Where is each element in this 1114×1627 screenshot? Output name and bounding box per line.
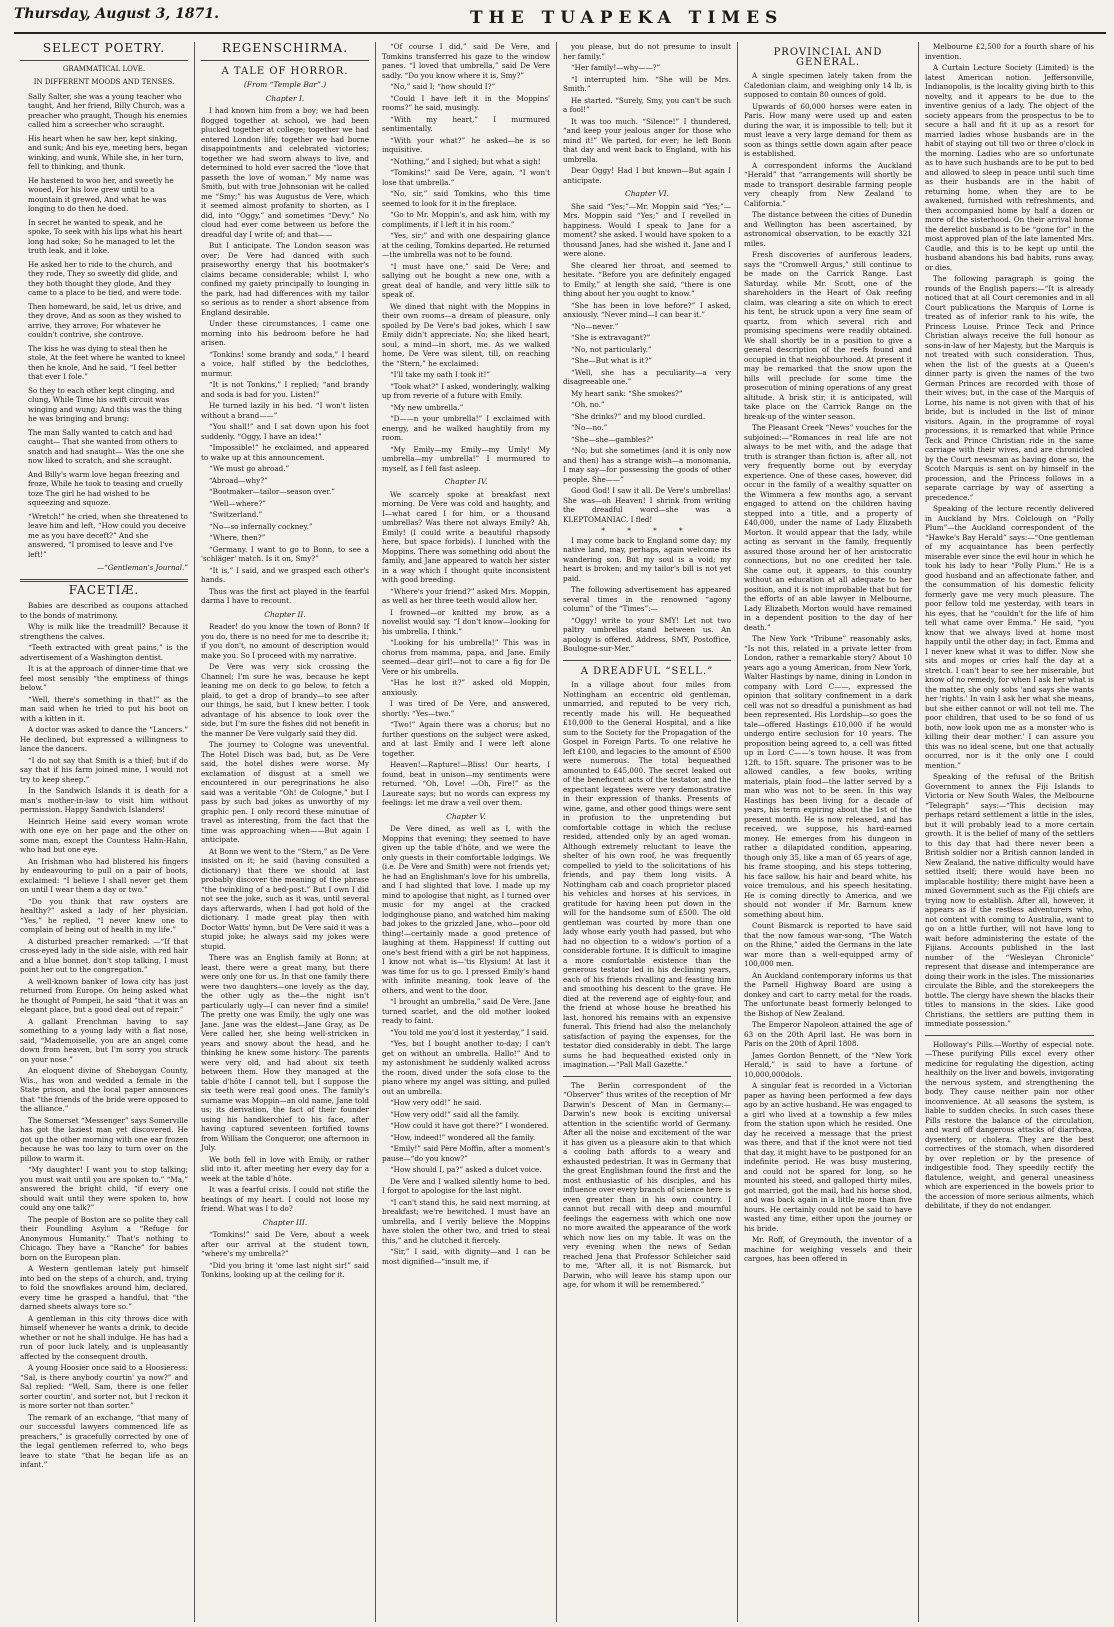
paragraph: A Curtain Lecture Society (Limited) is the latest American notion. Jeffersonville, Indianopolis, is the locality giving birth to this novelty, and it appears to be due to the inventive genius of a lady. The object of the society appears from the prospectus to be to secure a hall and fit it up as a resort for married ladies whose husbands are in the habit of staying out till two or three o'clock in the morning. Ladies who are so unfortunate as to have such husbands are to be put to bed and allowed to sleep in peace until such time as their husbands are in the habit of returning home, when they are to be awakened, furnished with refreshments, and then accompanied home by half a dozen or more of the sisterhood. On their arrival home the derelict husband is to be “gone for” in the most approved plan of the late lamented Mrs. Caudle, and this is to be kept up until the husband abandons his bad habits, runs away, or dies. bbox=[925, 63, 1094, 272]
paragraph: An Irishman who had blistered his fingers by endeavouring to pull on a pair of boots, exclaimed: “I believe I shall never get them on until I wear them a day or two.” bbox=[20, 856, 188, 894]
paragraph: “It is not Tonkins,” I replied; “and brandy and soda is bad for you. Listen!” bbox=[201, 380, 369, 399]
paragraph: “Has he lost it?” asked old Moppin, anxiously. bbox=[382, 678, 550, 697]
paragraph: Reader! do you know the town of Bonn? If you do, there is no need for me to describe it; if you don't, no amount of description would make you. So I proceed with my narrative. bbox=[201, 622, 369, 660]
paragraph: “How could it have got there?” I wondered. bbox=[390, 1121, 549, 1130]
paragraph: “My daughter! I want you to stop talking; you must wait until you are spoken to.” “Ma,” answered the bright child, “if every one should wait until they were spoken to, how could any one talk?” bbox=[20, 1165, 188, 1212]
column-5 bbox=[738, 42, 919, 1622]
paragraph: “I must have one,” said De Vere; and sallying out he bought a new one, with a great deal of handle, and very little silk to speak of. bbox=[382, 261, 550, 299]
divider bbox=[563, 660, 731, 661]
paragraph: “Oh, no.” bbox=[571, 400, 605, 409]
paragraph: “Well, she has a peculiarity—a very disagreeable one.” bbox=[563, 367, 731, 386]
paragraph: “Tonkins! some brandy and soda,” I heard a voice, half stifled by the bedclothes, murmur. bbox=[201, 349, 369, 378]
paragraph: Babies are described as coupons attached to the bonds of matrimony. bbox=[20, 601, 188, 620]
divider bbox=[20, 579, 188, 582]
paragraph: Speaking of the refusal of the British Government to annex the Fiji Islands to Victoria or New South Wales, the Melbourne “Telegraph” says:—“This decision may perhaps retard settlement a little in the isles, but it will probably lead to a more certain growth. It is the belief of many of the settlers to this day that had there never been a British soldier nor a British cannon landed in New Zealand, the native difficulty would have settled itself; there would have been no implacable hostility; there might have been a mixed Government such as the Fiji chiefs are trying now to establish. After all, however, it appears as if the restless adventurers who, not content with coming to Australia, want to go on a little further, will not have long to wait before administering the estate of the Fijians. Accounts published in the last number of the “Wesleyan Chronicle” represent that disease and intemperance are doing their work in the isles. The missionaries circulate the Bible, and the storekeepers the bottle. The clergy have shewn the blacks their titles to mansions in the skies. Like good Christians, the settlers are putting them in immediate possession.” bbox=[925, 772, 1094, 1028]
paragraph: “Tomkins!” said De Vere, again, “I won't lose that umbrella.” bbox=[382, 168, 550, 187]
stanza: So they to each other kept clinging, and clung, While Time his swift circuit was winging and wung; And this was the thing he was bringing and brung: bbox=[28, 385, 183, 423]
paragraph: “How very odd!” he said. bbox=[390, 1098, 482, 1107]
column-2 bbox=[195, 42, 376, 1622]
paragraph: “Took what?” I asked, wonderingly, walking up from reverie of a future with Emily. bbox=[382, 381, 550, 400]
paragraph: Count Bismarck is reported to have said that the now famous war-song, “The Watch on the Rhine,” aided the Germans in the late war more than a well-equipped army of 100,000 men. bbox=[744, 921, 912, 968]
paragraph: De Vere was very sick crossing the Channel; I'm sure he was, because he kept leaning me on deck to go below, to fetch a plaid, to get a drop of brandy—to see after our things, he said, but I knew better. I took advantage of his absence to look over the side, but I'm sure the fishes did not benefit in the manner De Vere vulgarly said they did. bbox=[201, 662, 369, 738]
divider bbox=[925, 1035, 1094, 1036]
paragraph: I had known him from a boy; we had been flogged together at school, we had been plucked together at college; together we had entered London life; together we had borne disappointments and celebrated victories; together we had sworn always to live, and determined to hold ever sacred the “love that passeth the love of woman.” My name was Smith, but with true Johnsonian wit he called me “Smy;” his was Augustus de Vere, which it seemed almost profanity to shorten, as I did, into “Oggy,” and sometimes “Devy.” No cloud had ever come between us before the dreadful day I write of; and that—— bbox=[201, 106, 369, 239]
paragraph: It is at the approach of dinner-time that we feel most sensibly “the emptiness of things below.” bbox=[20, 664, 188, 692]
section-title-poetry: SELECT POETRY. bbox=[42, 42, 166, 55]
poem-subtitle: IN DIFFERENT MOODS AND TENSES. bbox=[33, 78, 175, 86]
paragraph: “Do you think that raw oysters are healthy?” asked a lady of her physician. “Yes,” he replied, “I never knew one to complain of being out of health in my life.” bbox=[20, 896, 188, 934]
paragraph: Fresh discoveries of auriferous leaders, says the “Cromwell Argus,” still continue to be made on the Carrick Range. Last Saturday, while Mr. Scott, one of the shareholders in the Heart of Oak reefing claim, was clearing a site on which to erect his tent, he struck upon a very fine seam of quartz, from which several rich and promising specimens were readily obtained. We shall shortly be in a position to give a general description of the reefs found and occupied in that neighbourhood. At present it may be remarked that the snow upon the hills will preclude for some time the prosecution of mining operations of any great altitude. A brisk stir, it is anticipated, will take place on the Carrick Range on the break-up of the winter season. bbox=[744, 250, 912, 421]
paragraph: “She has been in love before?” I asked, anxiously. “Never mind—I can bear it.” bbox=[563, 300, 731, 319]
paragraph: “Could I have left it in the Moppins' rooms?” he said, musingly. bbox=[382, 93, 550, 112]
paragraph: A correspondent informs the Auckland “Herald” that “arrangements will shortly be made to transport desirable farming people very cheaply from New Zealand to California.” bbox=[744, 160, 912, 208]
paragraph: An Auckland contemporary informs us that the Parnell Highway Board are using a donkey and cart to carry metal for the roads. The unfortunate beast formerly belonged to the Bishop of New Zealand. bbox=[744, 970, 912, 1018]
paragraph: The Pleasant Creek “News” vouches for the subjoined:—“Romances in real life are not always to be met with, and the adage that truth is stranger than fiction is, after all, not very frequently borne out by everyday experience. One of these cases, however, did occur in the family of a wealthy squatter on the Wimmera a few months ago, a servant engaged to attend on the children having stepped into a title, and a property of £40,000, under the name of Lady Elizabeth Morton. It would appear that the lady, while acting as servant in the family, frequently assured those around her of her aristocratic connections, but no one credited her tale. She came out, it appears, to this country without an education at all adequate to her position, and it is not improbable that but for the efforts of an able lawyer in Melbourne, Lady Elizabeth Morton would have remained in a dependent position to the day of her death.” bbox=[744, 423, 912, 632]
paragraph: I may come back to England some day; my native land, may, perhaps, again welcome its wandering son. But my soul is a void; my heart is broken; and my tailor's bill is not yet paid. bbox=[563, 535, 731, 583]
paragraph: “Did you bring it 'ome last night sir!” said Tonkins, looking up at the ceiling for it. bbox=[201, 1260, 369, 1279]
section-break: * * * * bbox=[601, 526, 693, 535]
paragraph: you please, but do not presume to insult her family.” bbox=[563, 42, 731, 61]
column-1 bbox=[14, 42, 195, 1622]
paragraph: At Bonn we went to the “Stern,” as De Vere insisted on it; he said (having consulted a dictionary) that there we should at last probably discover the meaning of the phrase “the twinkling of a bed-post.” But I own I did not see the joke, such as it was, until several days afterwards, when I had got hold of the dictionary. I made great play then with Doctor Watts' hymn, but De Vere said it was a stupid joke; he always said my jokes were stupid. bbox=[201, 846, 369, 951]
column-3 bbox=[376, 42, 557, 1622]
paragraph: “We must go abroad.” bbox=[209, 464, 290, 473]
paragraph: “No—so infernally cockney.” bbox=[209, 521, 313, 531]
stanza: In secret he wanted to speak, and he spoke, To seek with his lips what his heart long had soke; So he managed to let the truth leak, and it loke. bbox=[28, 217, 183, 255]
paragraph: The Somerset “Messenger” says Somerville has got the laziest man yet discovered. He got up the other morning with one ear frozen because he was too lazy to turn over on the pillow to warm it. bbox=[20, 1115, 188, 1163]
paragraph: Mr. Roff, of Greymouth, the inventor of a machine for weighing vessels and their cargoes, has been offered in bbox=[744, 1235, 912, 1263]
poem-body bbox=[20, 92, 188, 560]
chapter-heading: Chapter VI. bbox=[624, 189, 670, 198]
paragraph: James Gordon Bennett, of the “New York Herald,” is said to have a fortune of 10,000,000dols. bbox=[744, 1050, 912, 1079]
paragraph: Under these circumstances, I came one morning into his bedroom before he had arisen. bbox=[201, 319, 369, 347]
divider bbox=[563, 1076, 731, 1077]
poem-title: GRAMMATICAL LOVE. bbox=[62, 64, 146, 73]
paragraph: A gentleman in this city throws dice with himself whenever he wants a drink, to decide whether or not he shall indulge. He has had a run of poor luck lately, and is unpleasantly affected by the consequent drouth. bbox=[20, 1313, 188, 1361]
newspaper-title: THE TUAPEKA TIMES bbox=[470, 8, 784, 28]
story-source: (From “Temple Bar”.) bbox=[243, 80, 327, 89]
issue-date: Thursday, August 3, 1871. bbox=[14, 6, 219, 22]
paragraph: “Sir,” I said, with dignity—and I can be most dignified—“insult me, if bbox=[382, 1247, 550, 1266]
story-subtitle: A TALE OF HORROR. bbox=[221, 65, 349, 77]
paragraph: “Where's your friend?” asked Mrs. Moppin, as well as her three teeth would allow her. bbox=[382, 586, 550, 605]
paragraph: A young Hoosier once said to a Hoosieress: “Sal, is there anybody courtin' ya now?” and Sal replied: “Well, Sam, there is one feller sorter courtin', and sorter not, but I reckon it is more sorter not than sorter.” bbox=[20, 1363, 188, 1410]
paragraph: “No,” said I; “how should I?” bbox=[390, 82, 496, 91]
paragraph: The distance between the cities of Dunedin and Wellington has been ascertained, by astronomical observation, to be exactly 321 miles. bbox=[744, 210, 912, 248]
paragraph: “She is extravagant?” bbox=[571, 333, 651, 342]
paragraph: “No—never.” bbox=[571, 321, 619, 331]
paragraph: “Emily!” said Père Moffin, after a moment's pause—“do you know?” bbox=[382, 1144, 550, 1163]
paragraph: I frowned—or knitted my brow, as a novelist would say. “I don't know—looking for his umbrella, I think.” bbox=[382, 607, 550, 636]
paragraph: “She—But what is it?” bbox=[571, 356, 652, 365]
paragraph: “No, not particularly.” bbox=[571, 344, 652, 354]
column-6 bbox=[919, 42, 1100, 1622]
paragraph: The remark of an exchange, “that many of our successful lawyers commenced life as preachers,” is gracefully corrected by one of the legal gentlemen referred to, who begs leave to state “that he began life as an infant.” bbox=[20, 1412, 188, 1469]
chapter-heading: Chapter III. bbox=[262, 1217, 308, 1227]
paragraph: It was too much. “Silence!” I thundered, “and keep your jealous anger for those who mind it!” We parted, for ever; he left Bonn that day and went back to England, with his umbrella. bbox=[563, 116, 731, 164]
paragraph: The journey to Cologne was uneventful. The Hotel Disch was bad, but, as De Vere said, the hotel dishes were worse. My exclamation of disgust at a smell we encountered in our peregrinations he also said was a veritable “Oh! de Cologne,” but I pass by such bad jokes as unworthy of my graphic pen. I only record these minutiae of travel as interesting, from the fact that the time was approaching when——But again I anticipate. bbox=[201, 740, 369, 844]
paragraph: She cleared her throat, and seemed to hesitate. “Before you are definitely engaged to Emily,” at length she said, “there is one thing about her you ought to know.” bbox=[563, 260, 731, 298]
paragraph: “Of course I did,” said De Vere, and Tomkins transferred his gaze to the window panes. “I loved that umbrella,” said De Vere sadly. “Do you know where it is, Smy?” bbox=[382, 42, 550, 80]
paragraph: De Vere dined, as well as I, with the Moppins that evening; they seemed to have given up the table d'hôte, and we were the only guests in their comfortable lodgings. We (i.e. De Vere and Smith) were not friends yet; he had an Englishman's love for his umbrella, and I had slighted that love. I made up my mind to apologise that night, as I turned over music for my angel at the cracked lodginghouse piano, and watched him making bad jokes to the grizzled Jane, who—poor old thing!—certainly made a good pretence of laughing at them. Happiness! If cutting out one's best friend with a girl be not happiness, I know not what is—'tis Elysium! At last it was time for us to go. I pressed Emily's hand with infinite meaning, took leave of the others, and went to the door. bbox=[382, 824, 550, 995]
paragraph: “I'll take my oath I took it!” bbox=[390, 370, 491, 379]
paragraph: “Switzerland.” bbox=[209, 510, 263, 519]
column-4 bbox=[557, 42, 738, 1622]
paragraph: Why is milk like the treadmill? Because it strengthens the calves. bbox=[20, 622, 188, 641]
paragraph: “My Emily—my Emily—my Umly! My umbrella—my umbrella!” I murmured to myself, as I fell fast asleep. bbox=[382, 444, 550, 473]
chapter-heading: Chapter V. bbox=[446, 811, 486, 821]
paragraph: Heaven!—Rapture!—Bliss! Our hearts, I found, beat in unison—my sentiments were returned. “Oh, Love! —Oh, Fire!” as the Laureate says; but no words can express my feelings: let me draw a veil over them. bbox=[382, 760, 550, 807]
paragraph: The people of Boston are so polite they call their Foundling Asylum a “Refuge for Anonymous Humanity.” That's nothing to Chicago. They have a “Ranche” for babies born on the European plan. bbox=[20, 1214, 188, 1262]
paragraph: “With your what?” he asked—he is so inquisitive. bbox=[382, 135, 550, 154]
stanza: He hastened to woo her, and sweetly he wooed, For his love grew until to a mountain it grewed, And what he was longing to do then he doed. bbox=[28, 175, 174, 213]
paragraph: In the Sandwich Islands it is death for a man's mother-in-law to visit him without permission. Happy Sandwich Islanders! bbox=[20, 786, 188, 814]
paragraph: “You told me you'd lost it yesterday,” I said. bbox=[390, 1027, 549, 1037]
paragraph: “Well, there's something in that!” as the man said when he tried to put his boot on with a kitten in it. bbox=[20, 694, 188, 723]
stanza: He asked her to ride to the church, and they rode, They so sweetly did glide, and they both thought they glode, And they came to a place to be tied, and were tode. bbox=[28, 259, 182, 297]
columns bbox=[14, 42, 1106, 1622]
paragraph: Upwards of 60,000 horses were eaten in Paris. How many were used up and eaten during the war, it is impossible to tell; but it must leave a very large demand for them as soon as things settle down again after peace is established. bbox=[744, 101, 912, 158]
paragraph: “How, indeed!” wondered all the family. bbox=[390, 1132, 536, 1142]
stanza: Sally Salter, she was a young teacher who taught, And her friend, Billy Church, was a preacher who praught, Though his enemies called him a screecher who scraught. bbox=[28, 91, 188, 129]
chapter-heading: Chapter IV. bbox=[444, 477, 488, 486]
divider bbox=[201, 60, 369, 61]
paragraph: She said “Yes;”—Mr. Moppin said “Yes;”—Mrs. Moppin said “Yes;” and I revelled in happiness. Would I speak to Jane for a moment? she asked. I would have spoken to a thousand Janes, had she wished it. Jane and I were alone. bbox=[563, 201, 731, 258]
stanza: The man Sally wanted to catch and had caught— That she wanted from others to snatch and had snaught— Was the one she now liked to scratch, and she scraught. bbox=[28, 427, 184, 465]
paragraph: We both fell in love with Emily, or rather slid into it, after meeting her every day for a week at the table d'hôte. bbox=[201, 1154, 369, 1183]
paragraph: “Bootmaker—tailor—season over.” bbox=[209, 487, 335, 496]
paragraph: The following advertisement has appeared several times in the renowned “agony column” of the “Times”:— bbox=[563, 585, 731, 613]
paragraph: The New York “Tribune” reasonably asks, “Is not this, related in a private letter from London, rather a remarkable story? About 10 years ago a young American, from New York, Walter Hastings by name, dining in London in company with Lord C——, expressed the opinion that solitary confinement in a dark cell was not so dreadful a punishment as had been represented. His Lordship—so goes the tale—offered Hastings £10,000 if he would undergo entire seclusion for 10 years. The proposition being agreed to, a cell was fitted up in Lord C——'s town house. It was from 12ft. to 15ft. square. The prisoner was to be allowed candles, a few books, writing materials, plain food—the latter served by a man who was not to be seen. In this way Hastings has been living for a decade of years, his term expiring about the 1st of the present month. He is now released, and has received, we suppose, his hard-earned money. He emerges from his dungeon in rather a dilapidated condition, appearing, though only 35, like a man of 65 years of age, his frame stooping, and his steps tottering, his face sallow, his hair and beard white, his voice tremulous, and his speech hesitating. He is coming directly to America, and we should not wonder if Mr. Barnum knew something about him. bbox=[744, 634, 912, 919]
paragraph: “It is,” I said, and we grasped each other's hands. bbox=[201, 565, 369, 584]
paragraph: Dear Oggy! Had I but known—But again I anticipate. bbox=[563, 166, 731, 185]
chapter-heading: Chapter II. bbox=[264, 609, 306, 619]
paragraph: “Well—where?” bbox=[209, 498, 266, 508]
paragraph: A single specimen lately taken from the Caledonian claim, and weighing only 14 lb, is supposed to contain 80 ounces of gold. bbox=[744, 71, 912, 99]
paragraph: An eloquent divine of Sheboygan County, Wis., has won and wedded a female in the State prison, and the local paper announces that “the friends of the bride were opposed to the alliance.” bbox=[20, 1066, 188, 1113]
masthead bbox=[14, 6, 1106, 34]
stanza: The kiss he was dying to steal then he stole, At the feet where he wanted to kneel then he knole, And he said, “I feel better that ever I fole.” bbox=[28, 343, 186, 381]
paragraph: “Germany. I want to go to Bonn, to see a 'schläger' match. Is it on, Smy?” bbox=[201, 544, 369, 563]
paragraph: “Her family!—why——?” bbox=[571, 63, 661, 72]
paragraph: Thus was the first act played in the fearful darma I have to recount. bbox=[201, 586, 369, 605]
paragraph: “Yes, sir;” and with one despairing glance at the ceiling, Tomkins departed. He returned—the umbrella was not to be found. bbox=[382, 231, 550, 259]
paragraph: “You shall!” and I sat down upon his foot suddenly. “Oggy, I have an idea!” bbox=[201, 422, 369, 441]
paragraph: “She drinks?” and my blood curdled. bbox=[571, 411, 706, 421]
paragraph: “No, sir,” said Tomkins, who this time seemed to look for it in the fireplace. bbox=[382, 189, 550, 208]
paragraph: A disturbed preacher remarked: —“If that cross-eyed lady in the side aisle, with red hair and a blue bonnet, don't stop talking, I must point her out to the congregation.” bbox=[20, 936, 188, 974]
paragraph: The following paragraph is going the rounds of the English papers:—“It is already noticed that at all Court ceremonies and in all Court publications the Marquis of Lorne is treated as of inferior rank to his wife, the Princess Louise. Prince Teck and Prince Christian always receive the full honour as sons-in-law of her Majesty, but the Marquis is not treated with such consideration. Thus, when the list of the guests at a Queen's dinner party is given the names of the two German Princes are recorded with those of their wives; but, in the case of the Marquis of Lorne, his name is not given with that of his bride, but is included in the list of minor visitors. Again, in the programme of royal processions, it is remarked that while Prince Teck and Prince Christian ride in the same carriage with their wives, and are chronicled by the Court newsman as having done so, the Scotch Marquis is sent on by himself in the procession, and the Princess follows in a separate carriage by way of asserting a precedence.” bbox=[925, 274, 1094, 502]
paragraph: De Vere and I walked silently home to bed. I forgot to apologise for the last night. bbox=[382, 1176, 550, 1195]
paragraph: “I can't stand this, he said next morning, at breakfast; we're bewitched. I must have an umbrella, and I verily believe the Moppins have stolen the other two, and tried to steal this,” and he clutched it fiercely. bbox=[382, 1197, 550, 1245]
paragraph: “With my heart,” I murmured sentimentally. bbox=[382, 114, 550, 133]
paragraph: “She—she—gambles?” bbox=[571, 434, 654, 444]
paragraph: “Looking for his umbrella!” This was in chorus from mamma, papa, and Jane. Emily seemed—dear girl!—not to care a fig for De Vere or his umbrella. bbox=[382, 638, 550, 676]
paragraph: “Tomkins!” said De Vere, about a week after our arrival at the student town, “where's my umbrella?” bbox=[201, 1230, 369, 1258]
paragraph: “Go to Mr. Moppin's, and ask him, with my compliments, if I left it in his room.” bbox=[382, 210, 550, 229]
paragraph: But I anticipate. The London season was over; De Vere had danced with such praiseworthy energy that his bootmaker's claims became considerable; whilst I, who confined my gaiety principally to lounging in the park, had had differences with my tailor so serious as to render a short absence from England desirable. bbox=[201, 241, 369, 317]
paragraph: “Impossible!” he exclaimed, and appeared to wake up at this announcement. bbox=[201, 443, 369, 462]
advertisement: Holloway's Pills.—Worthy of especial note.—These purifying Pills excel every other medicine for regulating the digestion, acting healthily on the liver and bowels, invigorating the nervous system, and strengthening the body. They cause neither pain nor other inconvenience. At all seasons the system, is liable to sudden checks. In such cases these Pills restore the balance of the circulation, and ward off dangerous attacks of diarrhœa, dysentery, or cholera. They are the best correctives of the stomach, when disordered by over repletion or by the presence of indigestible food. They speedily rectify the flatulence, weight, and general uneasiness which are experienced in the bowels prior to the accession of more serious ailments, which debilitate, if they do not endanger. bbox=[925, 1039, 1094, 1210]
paragraph: There was an English family at Bonn; at least, there were a great many, but there were only one for us. In that one family there were two daughters—one lovely as the day, the other ugly as the—the night isn't particularly ugly—I can never find a simile! The pretty one was Emily, the ugly one was Jane. Jane was the eldest—Jane Gray, as De Vere called her, she being well-stricken in years and snowy about the head, and he thinking he knew some history. The parents were very old, and had about six teeth between them. How they managed at the table d'hôte I cannot tell, but I suppose the six teeth were real good ones. The family's surname was Moppin—an old name, Jane told us; its derivation, the fact of their founder using his handkerchief to his face, after having captured seventeen fortified towns from William the Conqueror, one afternoon in July. bbox=[201, 953, 369, 1152]
paragraph: Good God! I saw it all. De Vere's umbrellas! She was—oh Heaven! I shrink from writing the dreadful word—she was a KLEPTOMANIAC. I fled! bbox=[563, 486, 731, 524]
paragraph: He turned lazily in his bed. “I won't listen without a brand——” bbox=[201, 401, 369, 420]
stanza: “Wretch!” he cried, when she threatened to leave him and left, “How could you deceive me as you have deceft?” And she answered, “I promised to leave and I've left!” bbox=[28, 511, 188, 559]
section-title-facetiae: FACETIÆ. bbox=[68, 582, 140, 597]
stanza: His heart when he saw her, kept sinking, and sunk; And his eye, meeting hers, began winking, and wunk, While she, in her turn, fell to thinking, and thunk. bbox=[28, 133, 188, 171]
paragraph: We dined that night with the Moppins in their own rooms—a dream of pleasure, only spoiled by De Vere's bad jokes, which I saw Emily didn't appreciate. No; she liked heart, soul, a mind—in short, me. As we walked home, De Vere was silent, till, on reaching the “Stern,” he exclaimed: bbox=[382, 301, 550, 368]
paragraph: “Nothing,” and I sighed; but what a sigh! bbox=[390, 156, 541, 166]
divider bbox=[20, 60, 188, 61]
paragraph: “No—no.” bbox=[571, 423, 608, 432]
paragraph: A gallant Frenchman having to say something to a young lady with a flat nose, said, “Mademoiselle, you are an angel come down from heaven, but I'm sorry you struck on your nose.” bbox=[20, 1016, 188, 1064]
paragraph: “D——n your umbrella!” I exclaimed with energy, and he walked haughtily from my room. bbox=[382, 414, 550, 442]
paragraph: “My new umbrella.” bbox=[390, 402, 464, 412]
paragraph: A doctor was asked to dance the “Lancers.” He declined, but expressed a willingness to lance the dancers. bbox=[20, 725, 188, 753]
story-title: REGENSCHIRMA. bbox=[221, 42, 349, 55]
paragraph: Speaking of the lecture recently delivered in Auckland by Mrs. Colclough on “Polly Plum”—the Auckland correspondent of the “Hawke's Bay Herald” says:—“One gentleman of my acquaintance has been perfectly miserable ever since the evil hour in which he took his lady to hear “Polly Plum.” He is a good husband and an affectionate father, and the consummation of his domestic felicity formerly gave me very much pleasure. The poor fellow told me yesterday, with tears in his eyes, that he “couldn't for the life of him tell what came over Emma.” He said, “you know that we always lived at home most happily until the other day; in fact, Emma and I never knew what it was to differ. Now she sits and mopes or cries half the day at a stretch. I can't bear to see her miserable, but know of no remedy, for when I ask her what is the matter, she only sobs 'and says she wants her 'rights.' In vain I ask her what she means, but she either cannot or will not tell me. The poor children, that used to be so fond of us both, now look upon me as a monster who is killing their dear mother.' I can assure you this was no ideal scene, but one that actually occurred, nor is it the only one I could mention.” bbox=[925, 504, 1094, 770]
paragraph: Melbourne £2,500 for a fourth share of his invention. bbox=[925, 42, 1094, 61]
paragraph: I was tired of De Vere, and answered, shortly: “Yes—two.” bbox=[382, 699, 550, 718]
paragraph: It was a fearful crisis. I could not stifle the beatings of my heart. I could not loose my friend. What was I to do? bbox=[201, 1185, 369, 1213]
paragraph: “How very odd!” said all the family. bbox=[390, 1109, 520, 1119]
paragraph: “How should I, pa?” asked a dulcet voice. bbox=[390, 1165, 542, 1174]
article-title-sell: A DREADFUL “SELL.” bbox=[580, 665, 714, 677]
paragraph: “Two!” Again there was a chorus; but no further questions on the subject were asked, and at last Emily and I were left alone together. bbox=[382, 720, 550, 758]
paragraph: “Yes, but I bought another to-day; I can't get on without an umbrella. Hallo!” And to my astonishment he suddenly walked across the room, dived under the sofa close to the piano where my angel was sitting, and pulled out an umbrella. bbox=[382, 1039, 550, 1096]
poem-credit: —“Gentleman's Journal.” bbox=[96, 563, 188, 572]
paragraph: A singular feat is recorded in a Victorian paper as having been performed a few days ago by an active husband. He was engaged to a girl who lived at a township a few miles from the station upon which he resided. One day he received a message that the priest was there, and that if the knot were not tied that day, it might have to be postponed for an indefinite period. He was busy mustering, and could not be spared for long, so he mounted his steed, and galloped thirty miles, got married, got the mail, had his horse shod, and was back again in a little more than five hours. He certainly could not be said to have wasted any time, either upon the journey or his bride. bbox=[744, 1081, 912, 1233]
paragraph: The Emperor Napoleon attained the age of 63 on the 20th April last. He was born in Paris on the 20th of April 1808. bbox=[744, 1020, 912, 1048]
paragraph: A well-known banker of Iowa city has just returned from Europe. On being asked what he thought of Pompeii, he said “that it was an elegant place, but a good deal out of repair.” bbox=[20, 976, 188, 1014]
paragraph: “I do not say that Smith is a thief; but if do say that if his farm joined mine, I would not try to keep sheep.” bbox=[20, 755, 188, 784]
stanza: Then homeward, he said, let us drive, and they drove, And as soon as they wished to arrive, they arrove; For whatever he couldn't contrive, she controve. bbox=[28, 301, 182, 339]
section-title-provincial: PROVINCIAL AND GENERAL. bbox=[773, 47, 883, 68]
paragraph: We scarcely spoke at breakfast next morning. De Vere was cold and haughty, and I—what cared I for him, or a thousand umbrellas? Was there not always Emily? Ah, Emily! (I could write a beautiful rhapsody here, but space forbids). I lunched with the Moppins. There was something odd about the family, and Jane appeared to watch her sister in a way which I thought quite inconsistent with good breeding. bbox=[382, 489, 550, 584]
paragraph: “Oggy! write to your SMY! Let not two paltry umbrellas stand between us. An apology is offered. Address, SMY, Postoffice, Boulogne-sur-Mer.” bbox=[563, 615, 731, 653]
paragraph: “No; but she sometimes (and it is only now and then) has a strange wish—a monomania, I may say—for possessing the goods of other people. She——” bbox=[563, 446, 731, 484]
paragraph: Heinrich Heine said every woman wrote with one eye on her page and the other on some man, except the Countess Hahn-Hahn, who had but one eye. bbox=[20, 816, 188, 854]
paragraph: The Berlin correspondent of the “Observer” thus writes of the reception of Mr Darwin's Descent of Man in Germany:—Darwin's new book is exciting universal attention in the scientific world of Germany. After all the noise and excitement of the war it has given us a pleasure akin to that which a cooling bath affords to a weary and exhausted pedestrian. It was in Germany that the great Englishman found the first and the most enthusiastic of his disciples, and his influence over every branch of science here is even greater than in his own country. I cannot but recall with deep and mournful feelings the eagerness with which one now no more awaited the appearance of the work which now lies on my table. It was on the very evening when the news of Sedan reached Jena that Professor Schleicher said to me, “After all, it is not Bismarck, but Darwin, who will leave his stamp upon our age, for whom it will be remembered.” bbox=[563, 1080, 731, 1289]
chapter-heading: Chapter I. bbox=[265, 93, 305, 103]
stanza: And Billy's warm love began freezing and froze, While he took to teasing and cruelly toze The girl he had wished to be squeezing and squoze. bbox=[28, 469, 183, 507]
paragraph: “Where, then?” bbox=[209, 533, 266, 542]
paragraph: He started. “Surely, Smy, you can't be such a fool!” bbox=[563, 95, 731, 114]
paragraph: “I interrupted him. “She will be Mrs. Smith.” bbox=[563, 74, 731, 93]
paragraph: A Western gentleman lately put himself into bed on the steps of a church, and, trying to fold the snowflakes around him, declared, every time he grasped a handful, that “the darned sheets always tore so.” bbox=[20, 1264, 188, 1311]
paragraph: In a village about four miles from Nottingham an eccentric old gentleman, unmarried, and reputed to be very rich, recently made his will. He bequeathed £10,000 to the General Hospital, and a like sum to the Society for the Propagation of the Gospel in Foreign Parts. To one relative he left £100, and legacies to the amount of £500 were numerous. The total bequeathed amounted to £45,000. The secret leaked out of the beneficent acts of the testator, and the expectant legatees were very demonstrative in their expression of thanks. Presents of wine, game, and other good things were sent in profusion to the unpretending but comfortable cottage in which the recluse resided, attended only by an aged woman. Although extremely reluctant to leave the shelter of his own roof, he was frequently compelled to yield to the solicitations of his friends, and pay them long visits. A Nottingham cab and coach proprietor placed his vehicles and horses at his services, in gratitude for having been put down in the will for the handsome sum of £500. The old gentleman was courted by more than one lady whose early youth had passed, but who had no objection to a widow's portion of a considerable fortune. It is difficult to imagine a more comfortable existence than the generous testator led in his declining years, each of his friends rivalling and feasting him and smoothing his descent to the grave. He died at the reverend age of eighty-four, and the friend at whose house he breathed his last, honored his remains with an expensive funeral. This friend had also the melancholy satisfaction of paying the expenses, for the testator died considerably in debt. The large sums he had bequeathed existed only in imagination.—“Pall Mall Gazette.” bbox=[563, 680, 731, 1069]
paragraph: My heart sank: “She smokes?” bbox=[571, 388, 683, 398]
paragraph: “Abroad—why?” bbox=[209, 475, 268, 485]
paragraph: “Teeth extracted with great pains,” is the advertisement of a Washington dentist. bbox=[20, 643, 188, 662]
paragraph: “I brought an umbrella,” said De Vere. Jane turned scarlet, and the old mother looked ready to faint. bbox=[382, 997, 550, 1025]
